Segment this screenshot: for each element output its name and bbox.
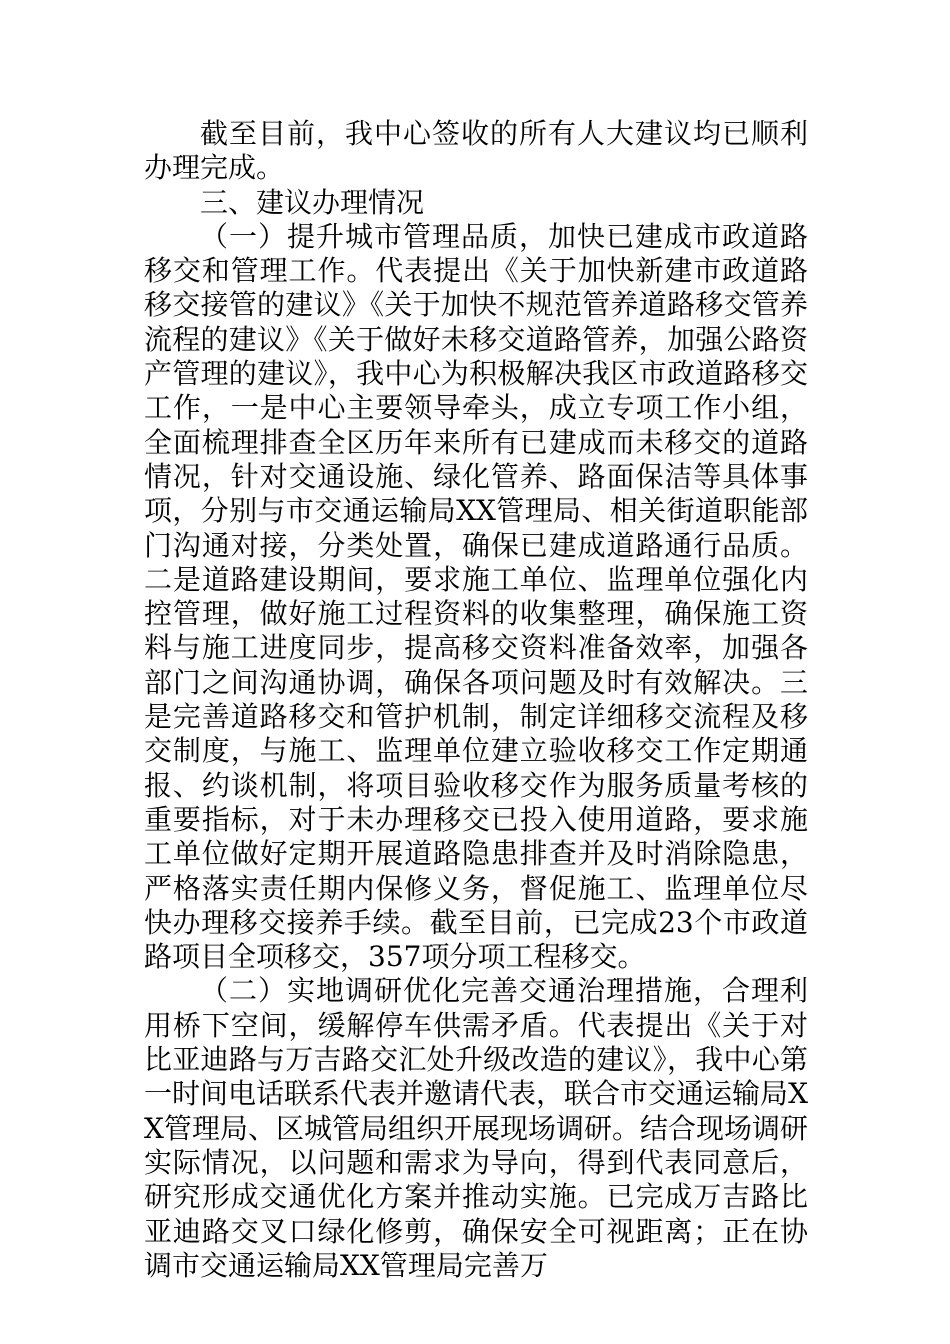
paragraph-traffic-governance: （二）实地调研优化完善交通治理措施，合理利用桥下空间，缓解停车供需矛盾。代表提出《关于对比亚迪路与万吉路交汇处升级改造的建议》，我中心第一时间电话联系代表并邀请代表，联合市交通运输局XX管理局、区城管局组织开展现场调研。结合现场调研实际情况，以问题和需求为导向，得到代表同意后，研究形成交通优化方案并推动实施。已完成万吉路比亚迪路交叉口绿化修剪，确保安全可视距离；正在协调市交通运输局XX管理局完善万: [144, 974, 808, 1282]
paragraph-completion-status: 截至目前，我中心签收的所有人大建议均已顺利办理完成。: [144, 117, 808, 185]
paragraph-road-handover: （一）提升城市管理品质，加快已建成市政道路移交和管理工作。代表提出《关于加快新建市政道路移交接管的建议》《关于加快不规范管养道路移交管养流程的建议》《关于做好未移交道路管养，加强公路资产管理的建议》，我中心为积极解决我区市政道路移交工作，一是中心主要领导牵头，成立专项工作小组，全面梳理排查全区历年来所有已建成而未移交的道路情况，针对交通设施、绿化管养、路面保洁等具体事项，分别与市交通运输局XX管理局、相关街道职能部门沟通对接，分类处置，确保已建成道路通行品质。二是道路建设期间，要求施工单位、监理单位强化内控管理，做好施工过程资料的收集整理，确保施工资料与施工进度同步，提高移交资料准备效率，加强各部门之间沟通协调，确保各项问题及时有效解决。三是完善道路移交和管护机制，制定详细移交流程及移交制度，与施工、监理单位建立验收移交工作定期通报、约谈机制，将项目验收移交作为服务质量考核的重要指标，对于未办理移交已投入使用道路，要求施工单位做好定期开展道路隐患排查并及时消除隐患，严格落实责任期内保修义务，督促施工、监理单位尽快办理移交接养手续。截至目前，已完成23个市政道路项目全项移交，357项分项工程移交。: [144, 219, 808, 974]
section-heading: 三、建议办理情况: [200, 185, 425, 219]
document-body: [144, 117, 808, 1283]
